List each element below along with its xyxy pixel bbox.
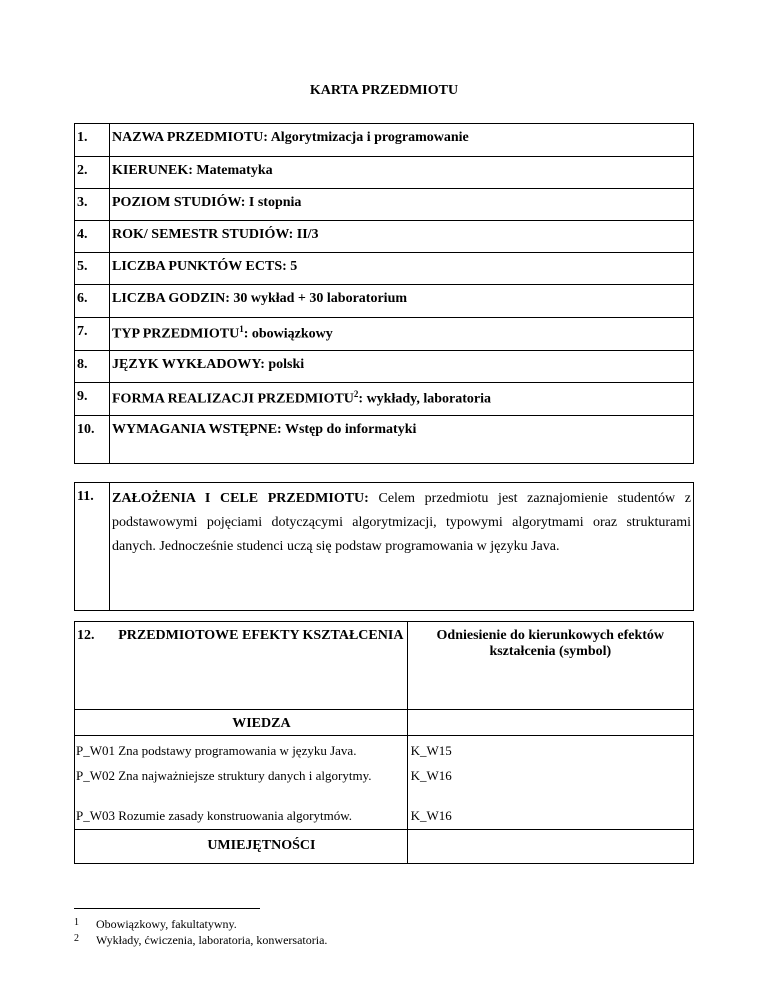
course-goals-cell — [110, 483, 694, 611]
row-label: ZAŁOŻENIA I CELE PRZEDMIOTU: — [112, 491, 369, 506]
learning-outcomes-table — [74, 621, 694, 864]
info-row — [75, 189, 694, 221]
row-value: 5 — [286, 259, 298, 274]
row-number: 11. — [75, 483, 110, 611]
footnote-divider — [74, 908, 260, 909]
outcome-symbol: K_W16 — [407, 766, 693, 806]
row-content — [110, 221, 694, 253]
row-label: LICZBA GODZIN: — [112, 291, 230, 306]
row-content — [110, 253, 694, 285]
row-number: 1. — [75, 124, 110, 157]
row-number: 6. — [75, 285, 110, 318]
row-value: : obowiązkowy — [243, 326, 333, 342]
footnote-ref: 1 — [239, 324, 244, 334]
row-content — [110, 416, 694, 464]
outcome-row — [75, 766, 694, 806]
info-row — [75, 221, 694, 253]
info-row — [75, 318, 694, 351]
page-title: KARTA PRZEDMIOTU — [309, 83, 459, 98]
row-content — [110, 189, 694, 221]
row-value: Matematyka — [192, 163, 273, 178]
outcome-description: Zna podstawy programowania w języku Java. — [116, 736, 407, 766]
row-label: TYP PRZEDMIOTU — [112, 326, 240, 342]
row-number: 9. — [75, 383, 110, 416]
row-label: POZIOM STUDIÓW: — [112, 195, 246, 210]
outcome-description: Zna najważniejsze struktury danych i algorytmy. — [116, 766, 407, 806]
course-goals-table — [74, 482, 694, 611]
section-umiejetnosci: UMIEJĘTNOŚCI — [116, 830, 407, 864]
row-value: I stopnia — [245, 195, 302, 210]
info-row — [75, 285, 694, 318]
row-content — [110, 285, 694, 318]
row-number: 4. — [75, 221, 110, 253]
row-number: 10. — [75, 416, 110, 464]
info-row — [75, 124, 694, 157]
row-label: ROK/ SEMESTR STUDIÓW: — [112, 227, 294, 242]
footnote-ref: 2 — [353, 389, 359, 399]
row-number: 12. — [75, 622, 117, 710]
row-content — [110, 351, 694, 383]
row-value: Celem przedmiotu jest zaznajomienie studentów z podstawowymi pojęciami dotyczącymi algorytmizacji, typowymi algorytmami oraz strukturami danych. Jednocześnie studenci uczą się podstaw programowania w języku Java. — [112, 491, 691, 554]
row-number: 3. — [75, 189, 110, 221]
row-content — [110, 124, 694, 157]
section-wiedza: WIEDZA — [116, 710, 407, 736]
outcome-code: P_W01 — [75, 736, 117, 766]
footnote-2: 2 Wykłady, ćwiczenia, laboratoria, konwersatoria. — [74, 933, 328, 947]
info-row — [75, 157, 694, 189]
row-value: II/3 — [293, 227, 319, 242]
info-row — [75, 416, 694, 464]
outcome-row — [75, 806, 694, 830]
course-info-table — [74, 123, 694, 464]
row-value: Algorytmizacja i programowanie — [267, 130, 469, 145]
outcome-row — [75, 736, 694, 766]
outcomes-header: PRZEDMIOTOWE EFEKTY KSZTAŁCENIA — [116, 622, 407, 710]
reference-header: Odniesienie do kierunkowych efektów kształcenia (symbol) — [407, 622, 693, 710]
row-content — [110, 318, 694, 351]
row-label: KIERUNEK: — [112, 163, 193, 178]
row-value: Wstęp do informatyki — [281, 422, 417, 437]
footnote-1: 1 Obowiązkowy, fakultatywny. — [74, 917, 237, 931]
info-row — [75, 253, 694, 285]
outcome-code: P_W03 — [75, 806, 117, 830]
row-number: 5. — [75, 253, 110, 285]
row-value: 30 wykład + 30 laboratorium — [229, 291, 408, 306]
row-label: FORMA REALIZACJI PRZEDMIOTU — [112, 391, 354, 407]
row-label: LICZBA PUNKTÓW ECTS: — [112, 259, 287, 274]
row-content — [110, 383, 694, 416]
row-number: 8. — [75, 351, 110, 383]
outcome-code: P_W02 — [75, 766, 117, 806]
info-row — [75, 383, 694, 416]
row-value: polski — [264, 357, 305, 372]
row-label: NAZWA PRZEDMIOTU: — [112, 130, 268, 145]
row-label: JĘZYK WYKŁADOWY: — [112, 357, 265, 372]
row-number: 7. — [75, 318, 110, 351]
outcome-description: Rozumie zasady konstruowania algorytmów. — [116, 806, 407, 830]
row-label: WYMAGANIA WSTĘPNE: — [112, 422, 282, 437]
outcome-symbol: K_W16 — [407, 806, 693, 830]
outcome-symbol: K_W15 — [407, 736, 693, 766]
row-number: 2. — [75, 157, 110, 189]
row-value: : wykłady, laboratoria — [358, 391, 492, 407]
row-content — [110, 157, 694, 189]
info-row — [75, 351, 694, 383]
